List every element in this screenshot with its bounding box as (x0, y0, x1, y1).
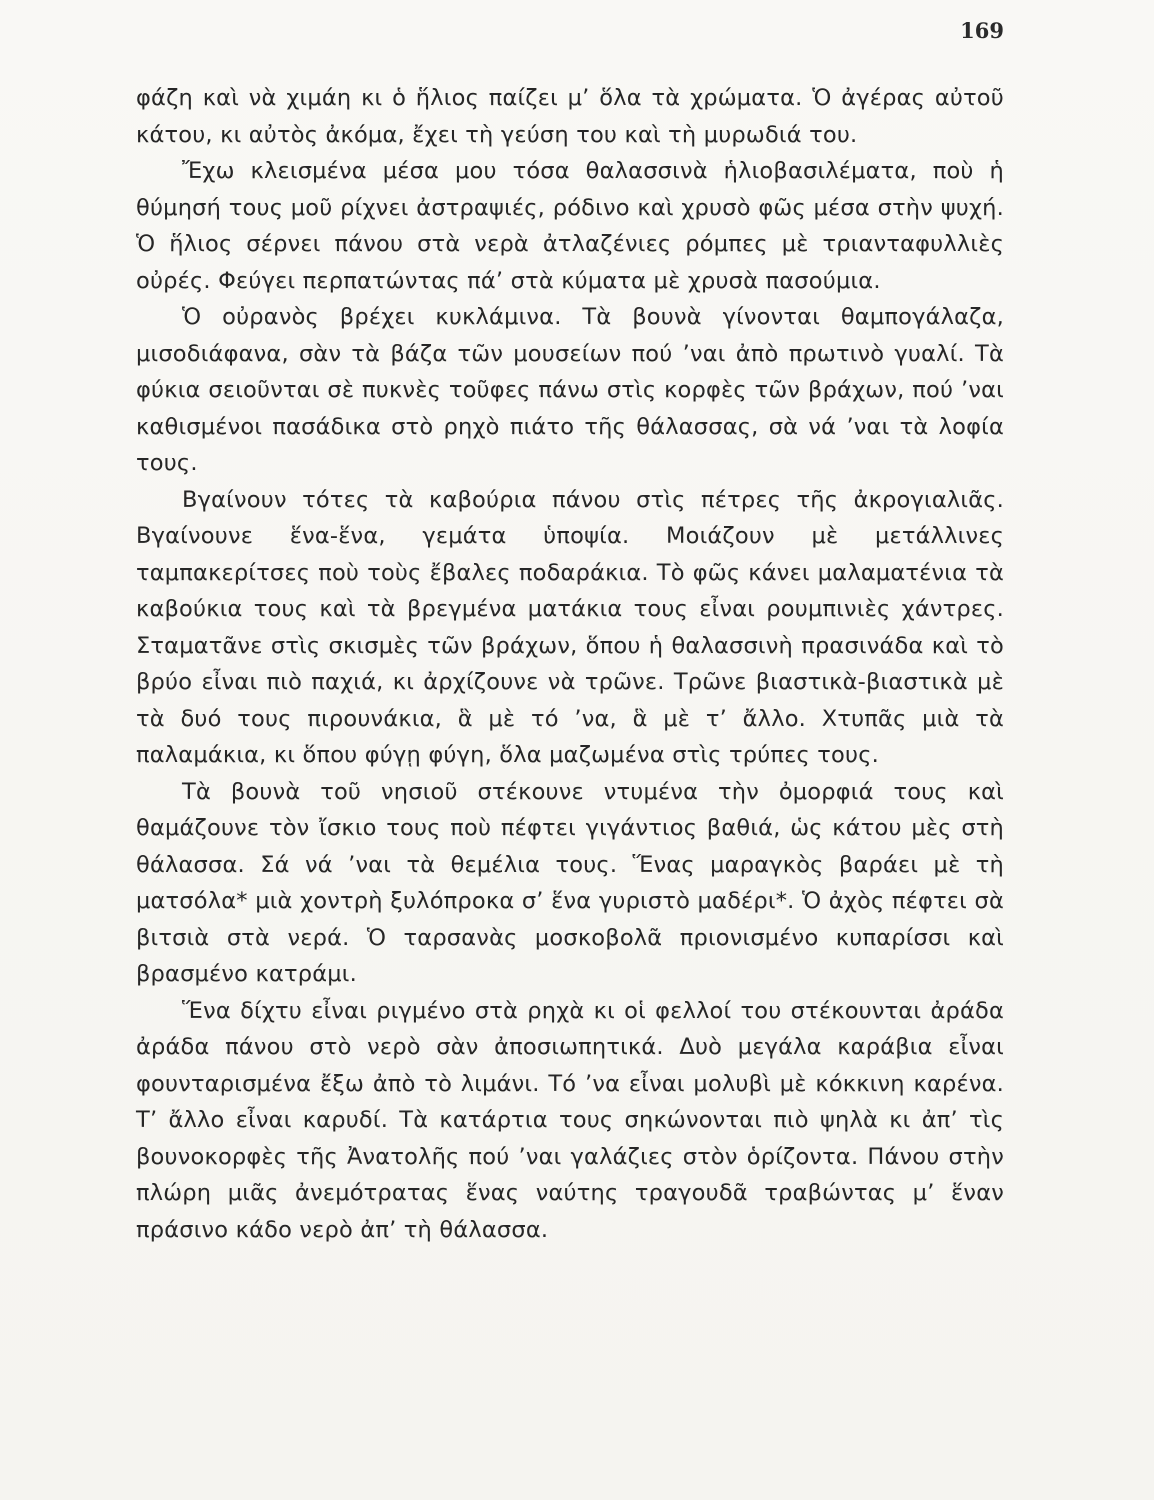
paragraph-1: φάζη καὶ νὰ χιμάη κι ὁ ἥλιος παίζει μ’ ὅλα τὰ χρώματα. Ὁ ἀγέρας αὐτοῦ κάτου, κι αὐτὸς ἀκόμα, ἔχει τὴ γεύση του καὶ τὴ μυρωδιά του. (136, 85, 1004, 148)
paragraph-2: Ἔχω κλεισμένα μέσα μου τόσα θαλασσινὰ ἡλιοβασιλέματα, ποὺ ἡ θύμησή τους μοῦ ρίχνει ἀστραψιές, ρόδινο καὶ χρυσὸ φῶς μέσα στὴν ψυχή. Ὁ ἥλιος σέρνει πάνου στὰ νερὰ ἀτλαζένιες ρόμπες μὲ τριανταφυλλιὲς οὐρές. Φεύγει περπατώντας πά’ στὰ κύματα μὲ χρυσὰ πασούμια. (136, 158, 1004, 294)
paragraph-4: Βγαίνουν τότες τὰ καβούρια πάνου στὶς πέτρες τῆς ἀκρογιαλιᾶς. Βγαίνουνε ἕνα-ἕνα, γεμάτα ὑποψία. Μοιάζουν μὲ μετάλλινες ταμπακερίτσες ποὺ τοὺς ἔβαλες ποδαράκια. Τὸ φῶς κάνει μαλαματένια τὰ καβούκια τους καὶ τὰ βρεγμένα ματάκια τους εἶναι ρουμπινιὲς χάντρες. Σταματᾶνε στὶς σκισμὲς τῶν βράχων, ὅπου ἡ θαλασσινὴ πρασινάδα καὶ τὸ βρύο εἶναι πιὸ παχιά, κι ἀρχίζουνε νὰ τρῶνε. Τρῶνε βιαστικὰ-βιαστικὰ μὲ τὰ δυό τους πιρουνάκια, ἃ μὲ τό ’να, ἃ μὲ τ’ ἄλλο. Χτυπᾶς μιὰ τὰ παλαμάκια, κι ὅπου φύγῃ φύγη, ὅλα μαζωμένα στὶς τρύπες τους. (136, 486, 1004, 768)
body-text (136, 80, 1004, 1248)
paragraph-5: Τὰ βουνὰ τοῦ νησιοῦ στέκουνε ντυμένα τὴν ὀμορφιά τους καὶ θαμάζουνε τὸν ἴσκιο τους ποὺ πέφτει γιγάντιος βαθιά, ὡς κάτου μὲς στὴ θάλασσα. Σά νά ’ναι τὰ θεμέλια τους. Ἕνας μαραγκὸς βαράει μὲ τὴ ματσόλα* μιὰ χοντρὴ ξυλόπροκα σ’ ἕνα γυριστὸ μαδέρι*. Ὁ ἀχὸς πέφτει σὰ βιτσιὰ στὰ νερά. Ὁ ταρσανὰς μοσκοβολᾶ πριονισμένο κυπαρίσσι καὶ βρασμένο κατράμι. (136, 778, 1004, 987)
page-number: 169 (960, 18, 1004, 43)
paragraph-3: Ὁ οὐρανὸς βρέχει κυκλάμινα. Τὰ βουνὰ γίνονται θαμπογάλαζα, μισοδιάφανα, σὰν τὰ βάζα τῶν μουσείων πού ’ναι ἀπὸ πρωτινὸ γυαλί. Τὰ φύκια σειοῦνται σὲ πυκνὲς τοῦφες πάνω στὶς κορφὲς τῶν βράχων, πού ’ναι καθισμένοι πασάδικα στὸ ρηχὸ πιάτο τῆς θάλασσας, σὰ νά ’ναι τὰ λοφία τους. (136, 304, 1004, 476)
paragraph-6: Ἕνα δίχτυ εἶναι ριγμένο στὰ ρηχὰ κι οἱ φελλοί του στέκουνται ἀράδα ἀράδα πάνου στὸ νερὸ σὰν ἀποσιωπητικά. Δυὸ μεγάλα καράβια εἶναι φουνταρισμένα ἔξω ἀπὸ τὸ λιμάνι. Τό ’να εἶναι μολυβὶ μὲ κόκκινη καρένα. Τ’ ἄλλο εἶναι καρυδί. Τὰ κατάρτια τους σηκώνονται πιὸ ψηλὰ κι ἀπ’ τὶς βουνοκορφὲς τῆς Ἀνατολῆς πού ’ναι γαλάζιες στὸν ὁρίζοντα. Πάνου στὴν πλώρη μιᾶς ἀνεμότρατας ἕνας ναύτης τραγουδᾶ τραβώντας μ’ ἕναν πράσινο κάδο νερὸ ἀπ’ τὴ θάλασσα. (136, 997, 1004, 1243)
